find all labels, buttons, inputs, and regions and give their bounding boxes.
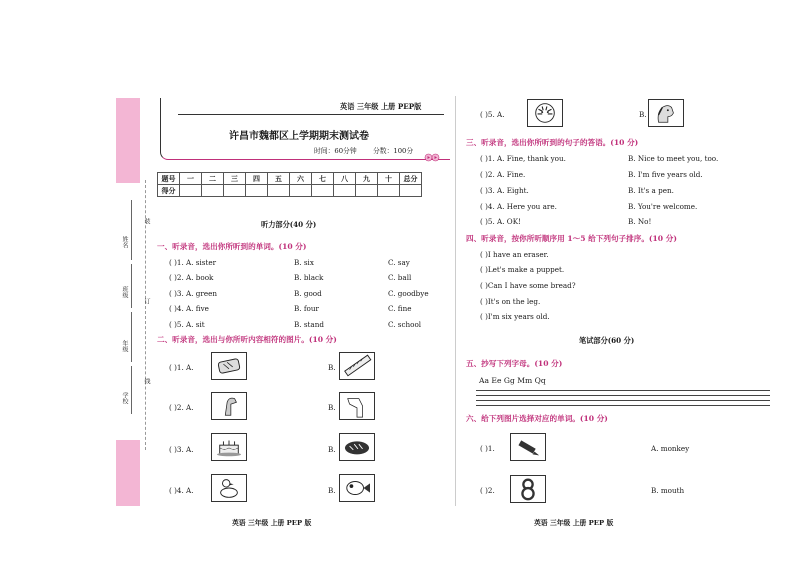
binding-class-line xyxy=(131,264,132,308)
section-5-title: 五、抄写下列字母。(10 分) xyxy=(466,359,563,368)
right-footer: 英语 三年级 上册 PEP 版 xyxy=(534,519,614,527)
leg-image[interactable] xyxy=(339,392,375,420)
bread-image[interactable] xyxy=(339,433,375,461)
score-input-cell[interactable] xyxy=(312,185,334,197)
s1-q4-c[interactable]: C. fine xyxy=(388,304,412,313)
score-header-cell: 七 xyxy=(312,173,334,185)
section-1-title: 一、听录音，选出你所听到的单词。(10 分) xyxy=(157,242,307,251)
s1-q5-a[interactable]: ( )5. A. sit xyxy=(169,320,205,329)
s1-q1-c[interactable]: C. say xyxy=(388,258,410,267)
section-3-title: 三、听录音，选出你所听到的句子的答语。(10 分) xyxy=(466,138,639,147)
binding-name-label: 姓名 xyxy=(121,236,128,248)
arm-image[interactable] xyxy=(211,392,247,420)
cake-image[interactable] xyxy=(211,433,247,461)
binding-grade-label: 年级 xyxy=(121,340,128,352)
s2-q5-a[interactable]: ( )5. A. xyxy=(480,110,505,119)
s3-q4-b[interactable]: B. You're welcome. xyxy=(628,202,698,211)
section-6-title: 六、给下列图片选择对应的单词。(10 分) xyxy=(466,414,608,423)
listening-part-title: 听力部分(40 分) xyxy=(261,220,317,229)
s1-q4-a[interactable]: ( )4. A. five xyxy=(169,304,209,313)
s1-q3-b[interactable]: B. good xyxy=(294,289,322,298)
exam-time: 时间：60分钟 xyxy=(314,147,357,155)
binding-strip-bottom xyxy=(116,440,140,506)
writing-line-1[interactable] xyxy=(476,390,770,391)
tiger-image[interactable] xyxy=(527,99,563,127)
s1-q1-a[interactable]: ( )1. A. sister xyxy=(169,258,217,267)
exam-score: 分数：100分 xyxy=(373,147,414,155)
section-4-title: 四、听录音，按你所听顺序用 1～5 给下列句子排序。(10 分) xyxy=(466,234,677,243)
score-header-cell: 八 xyxy=(334,173,356,185)
s1-q2-b[interactable]: B. black xyxy=(294,273,324,282)
s2-q3-a[interactable]: ( )3. A. xyxy=(169,445,194,454)
s1-q3-a[interactable]: ( )3. A. green xyxy=(169,289,217,298)
score-header-cell: 二 xyxy=(202,173,224,185)
written-part-title: 笔试部分(60 分) xyxy=(579,336,635,345)
s2-q2-a[interactable]: ( )2. A. xyxy=(169,403,194,412)
s3-q1-b[interactable]: B. Nice to meet you, too. xyxy=(628,154,719,163)
score-input-cell[interactable] xyxy=(378,185,400,197)
s1-q3-c[interactable]: C. goodbye xyxy=(388,289,429,298)
score-header-cell: 总分 xyxy=(400,173,422,185)
eraser-image[interactable] xyxy=(211,352,247,380)
score-header-cell: 一 xyxy=(180,173,202,185)
s2-q2-b[interactable]: B. xyxy=(328,403,336,412)
s2-q1-b[interactable]: B. xyxy=(328,363,336,372)
writing-line-3[interactable] xyxy=(476,400,770,401)
score-header-cell: 六 xyxy=(290,173,312,185)
binding-mark-1: 装 xyxy=(143,218,150,224)
score-header-cell: 五 xyxy=(268,173,290,185)
score-input-cell[interactable] xyxy=(224,185,246,197)
s3-q2-b[interactable]: B. I'm five years old. xyxy=(628,170,703,179)
score-row-label: 得分 xyxy=(158,185,180,197)
duck-image[interactable] xyxy=(211,474,247,502)
binding-grade-line xyxy=(131,312,132,362)
fish-image[interactable] xyxy=(339,474,375,502)
dog-image[interactable] xyxy=(648,99,684,127)
s1-q5-b[interactable]: B. stand xyxy=(294,320,324,329)
binding-school-label: 学校 xyxy=(121,392,128,404)
s4-q2[interactable]: ( )Let's make a puppet. xyxy=(480,265,565,274)
subject-line: 英语 三年级 上册 PEP版 xyxy=(340,102,422,111)
s3-q1-a[interactable]: ( )1. A. Fine, thank you. xyxy=(480,154,566,163)
crayon-image xyxy=(510,433,546,461)
writing-line-2[interactable] xyxy=(476,395,770,396)
s1-q4-b[interactable]: B. four xyxy=(294,304,319,313)
left-footer: 英语 三年级 上册 PEP 版 xyxy=(232,519,312,527)
writing-line-4[interactable] xyxy=(476,405,770,406)
s2-q1-a[interactable]: ( )1. A. xyxy=(169,363,194,372)
s6-q1[interactable]: ( )1. xyxy=(480,444,495,453)
binding-class-label: 班级 xyxy=(121,286,128,298)
binding-name-line xyxy=(131,200,132,260)
s3-q5-b[interactable]: B. No! xyxy=(628,217,652,226)
ruler-image[interactable] xyxy=(339,352,375,380)
score-header-cell: 四 xyxy=(246,173,268,185)
score-input-cell[interactable] xyxy=(334,185,356,197)
score-input-cell[interactable] xyxy=(290,185,312,197)
s2-q5-b[interactable]: B. xyxy=(639,110,647,119)
score-input-cell[interactable] xyxy=(202,185,224,197)
score-header-cell: 题号 xyxy=(158,173,180,185)
score-header-cell: 十 xyxy=(378,173,400,185)
score-table xyxy=(157,172,422,197)
binding-school-line xyxy=(131,366,132,414)
s4-q4[interactable]: ( )It's on the leg. xyxy=(480,297,541,306)
s2-q4-b[interactable]: B. xyxy=(328,486,336,495)
s5-letters: Aa Ee Gg Mm Qq xyxy=(479,376,546,385)
s3-q3-a[interactable]: ( )3. A. Eight. xyxy=(480,186,529,195)
section-2-title: 二、听录音，选出与你所听内容相符的图片。(10 分) xyxy=(157,335,337,344)
s4-q5[interactable]: ( )I'm six years old. xyxy=(480,312,550,321)
s2-q3-b[interactable]: B. xyxy=(328,445,336,454)
score-input-cell[interactable] xyxy=(356,185,378,197)
score-header-cell: 三 xyxy=(224,173,246,185)
s3-q4-a[interactable]: ( )4. A. Here you are. xyxy=(480,202,557,211)
s3-q3-b[interactable]: B. It's a pen. xyxy=(628,186,674,195)
s1-q5-c[interactable]: C. school xyxy=(388,320,422,329)
s1-q1-b[interactable]: B. six xyxy=(294,258,314,267)
score-input-cell[interactable] xyxy=(180,185,202,197)
page-title: 许昌市魏都区上学期期末测试卷 xyxy=(229,131,369,142)
center-divider xyxy=(455,96,456,506)
score-input-cell[interactable] xyxy=(268,185,290,197)
s2-q4-a[interactable]: ( )4. A. xyxy=(169,486,194,495)
arrow-icon xyxy=(424,147,440,156)
score-header-cell: 九 xyxy=(356,173,378,185)
s1-q2-c[interactable]: C. ball xyxy=(388,273,412,282)
binding-mark-3: 线 xyxy=(143,378,150,384)
s4-q1[interactable]: ( )I have an eraser. xyxy=(480,250,549,259)
s4-q3[interactable]: ( )Can I have some bread? xyxy=(480,281,576,290)
subject-underline xyxy=(178,114,444,115)
s6-q2[interactable]: ( )2. xyxy=(480,486,495,495)
s1-q2-a[interactable]: ( )2. A. book xyxy=(169,273,214,282)
s6-opt-a: A. monkey xyxy=(651,444,690,453)
score-input-cell[interactable] xyxy=(246,185,268,197)
binding-mark-2: 订 xyxy=(143,298,150,304)
binding-strip-top xyxy=(116,98,140,183)
score-input-cell[interactable] xyxy=(400,185,422,197)
s6-opt-b: B. mouth xyxy=(651,486,685,495)
number-eight-image xyxy=(510,475,546,503)
s3-q2-a[interactable]: ( )2. A. Fine. xyxy=(480,170,526,179)
s3-q5-a[interactable]: ( )5. A. OK! xyxy=(480,217,521,226)
